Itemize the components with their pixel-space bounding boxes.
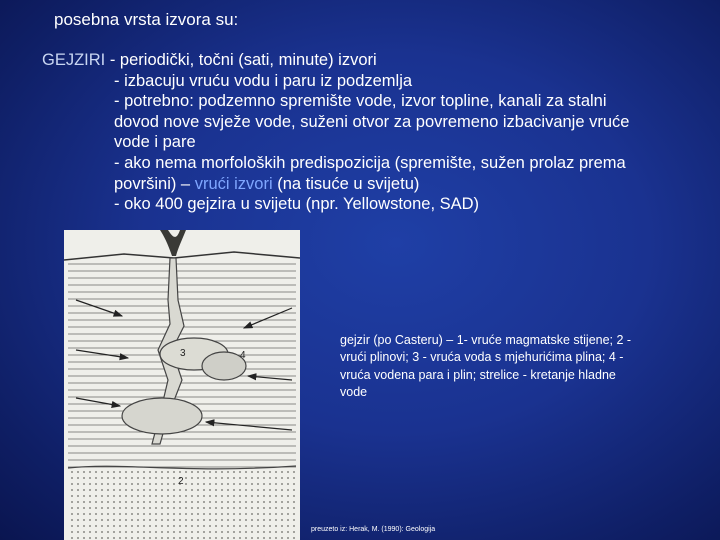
line-bullet: - oko 400 gejzira u svijetu (npr. Yellowstone, SAD) — [114, 195, 480, 214]
line-geyser-definition — [42, 50, 692, 71]
label-hot-gases: 2 — [178, 476, 184, 487]
label-hot-water: 3 — [180, 348, 186, 359]
figure-source: preuzeto iz: Herak, M. (1990): Geologija — [311, 526, 436, 533]
line-bullet: - ako nema morfoloških predispozicija (spremište, sužen prolaz prema — [114, 153, 626, 172]
line-text: površini) – — [114, 174, 195, 193]
geyser-diagram — [64, 230, 300, 540]
geyser-diagram-svg — [64, 230, 300, 540]
line-text: - periodički, točni (sati, minute) izvori — [105, 51, 377, 69]
line-text: (na tisuće u svijetu) — [272, 174, 420, 193]
line-continuation: dovod nove svježe vode, suženi otvor za povremeno izbacivanje vruće — [114, 112, 630, 131]
line-bullet: - izbacuju vruću vodu i paru iz podzemlja — [114, 71, 413, 90]
label-steam: 4 — [240, 350, 246, 361]
figure-caption: gejzir (po Casteru) – 1- vruće magmatske stijene; 2 - vrući plinovi; 3 - vruća voda s mjehurićima plina; 4 - vruća vodena para i plin; strelice - kretanje hladne vode — [340, 333, 632, 399]
term-geyser: GEJZIRI — [42, 51, 106, 69]
slide-body — [42, 50, 692, 215]
line-continuation: vode i pare — [114, 133, 196, 152]
slide-heading: posebna vrsta izvora su: — [54, 10, 239, 29]
line-continuation — [42, 174, 692, 195]
term-hot-springs: vrući izvori — [194, 174, 273, 193]
line-bullet: - potrebno: podzemno spremište vode, izvor topline, kanali za stalni — [114, 92, 607, 111]
deep-chamber — [122, 398, 202, 434]
